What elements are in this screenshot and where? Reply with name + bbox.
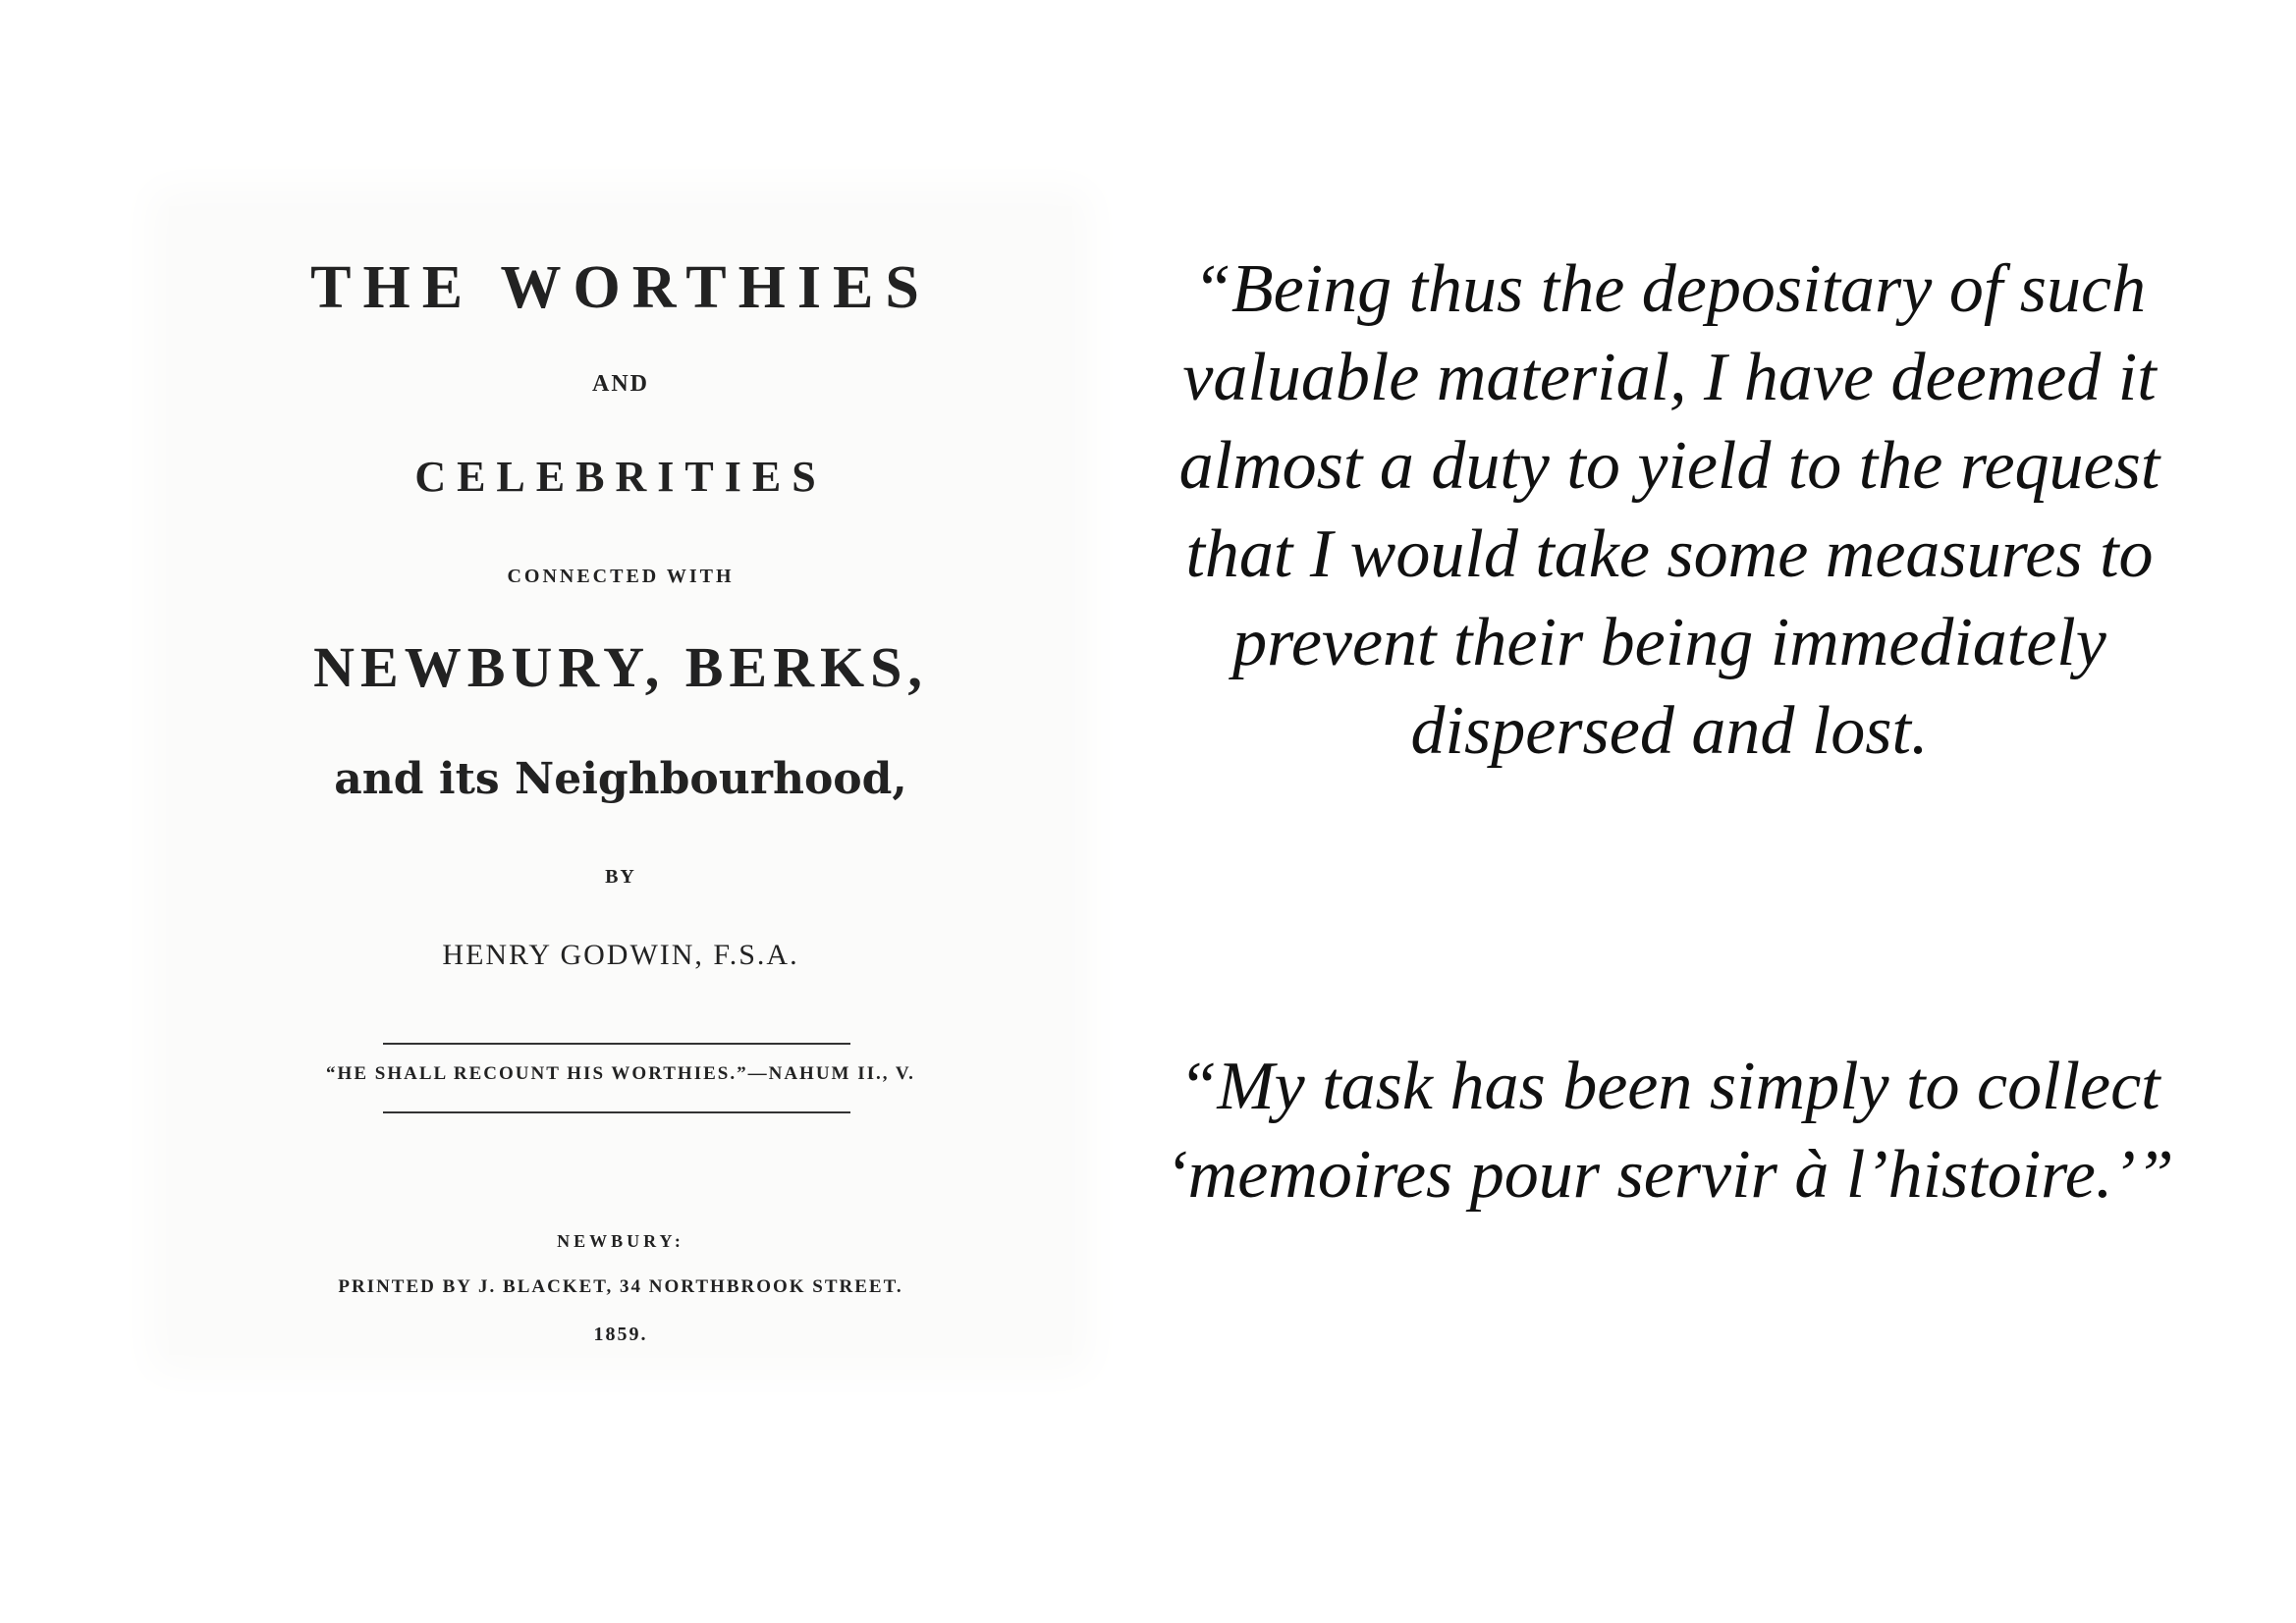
author-name: HENRY GODWIN, F.S.A. [442, 939, 799, 971]
imprint-place: NEWBURY: [557, 1231, 684, 1251]
book-title: THE WORTHIES [310, 254, 931, 321]
title-connected-with: CONNECTED WITH [507, 566, 735, 587]
title-celebrities: CELEBRITIES [414, 453, 827, 501]
epigraph: “HE SHALL RECOUNT HIS WORTHIES.”—NAHUM II., V. [326, 1063, 915, 1084]
imprint-year: 1859. [593, 1324, 648, 1345]
epigraph-rule-bottom [383, 1111, 850, 1113]
epigraph-rule-top [383, 1043, 850, 1045]
title-and: AND [592, 371, 649, 397]
quote-second: “My task has been simply to collect ‘memoires pour servir à l’histoire.’” [1165, 1049, 2174, 1213]
imprint-printer: PRINTED BY J. BLACKET, 34 NORTHBROOK STREET. [338, 1276, 903, 1297]
title-page-scan [169, 206, 1072, 1355]
title-by: BY [605, 866, 636, 888]
title-neighbourhood: and its Neighbourhood, [334, 754, 907, 804]
quote-first: “Being thus the depositary of such valuable material, I have deemed it almost a duty to yield to the request that I would take some measures to prevent their being immediately dispersed and lost. [1178, 251, 2160, 769]
title-place: NEWBURY, BERKS, [313, 635, 928, 699]
